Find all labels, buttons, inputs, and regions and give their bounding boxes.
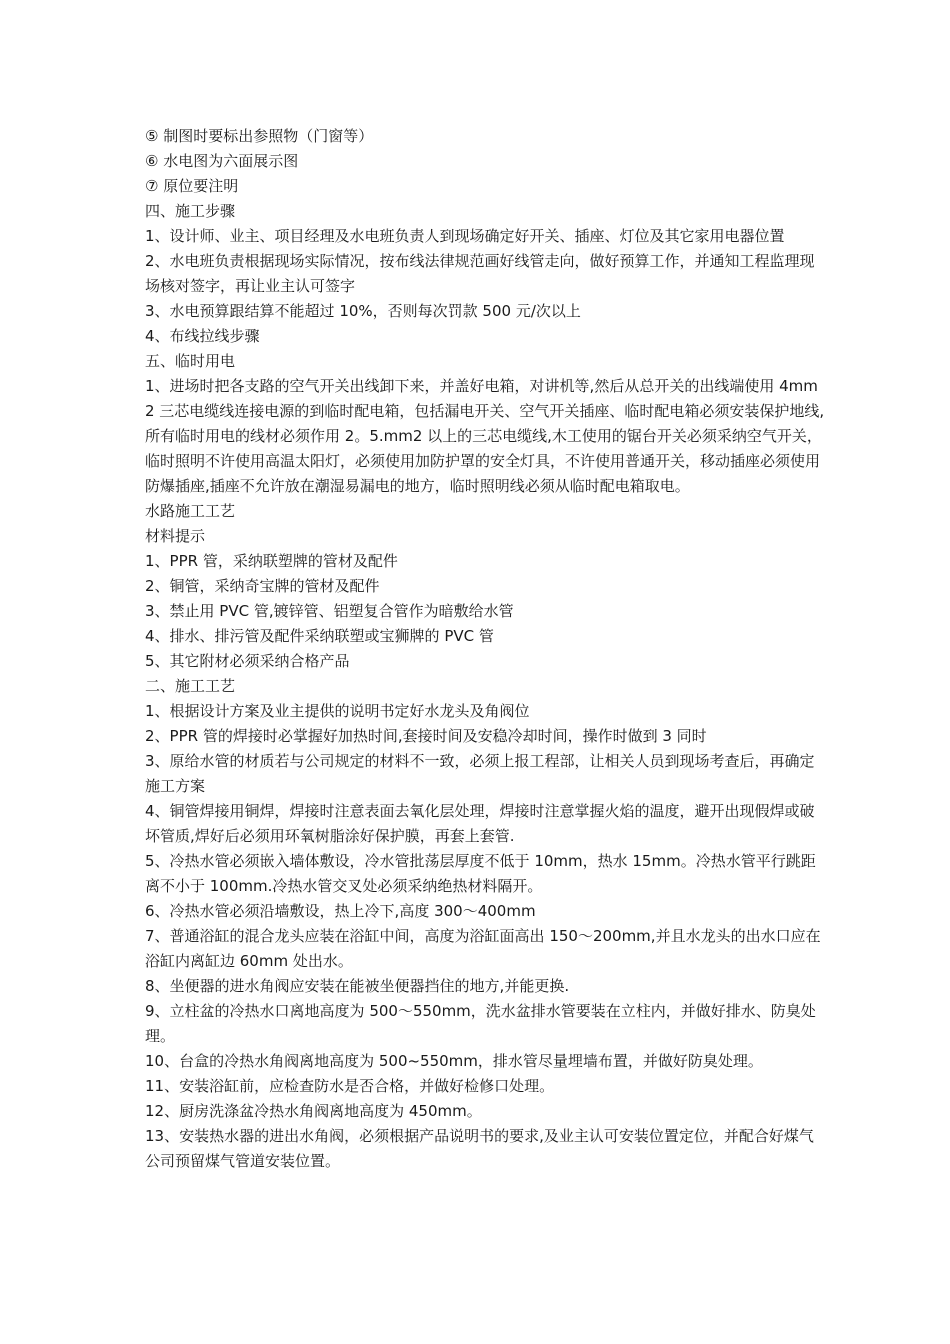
material-item-1: 1、PPR 管，采纳联塑牌的管材及配件 — [145, 552, 398, 570]
process-item-12: 12、厨房洗涤盆冷热水角阀离地高度为 450mm。 — [145, 1102, 482, 1120]
subheading-process: 二、施工工艺 — [145, 677, 236, 695]
subheading-materials: 材料提示 — [145, 527, 206, 545]
process-item-9: 9、立柱盆的冷热水口离地高度为 500～550mm，洗水盆排水管要装在立柱内，并做好排水、防臭处理。 — [145, 1002, 816, 1045]
section-heading-temporary-power: 五、临时用电 — [145, 352, 236, 370]
material-item-5: 5、其它附材必须采纳合格产品 — [145, 652, 350, 670]
step-item-1: 1、设计师、业主、项目经理及水电班负责人到现场确定好开关、插座、灯位及其它家用电器位置 — [145, 227, 785, 245]
process-item-6: 6、冷热水管必须沿墙敷设，热上冷下,高度 300～400mm — [145, 902, 536, 920]
list-item-note-5: ⑤ 制图时要标出参照物（门窗等） — [145, 127, 374, 145]
process-item-1: 1、根据设计方案及业主提供的说明书定好水龙头及角阀位 — [145, 702, 530, 720]
process-item-8: 8、坐便器的进水角阀应安装在能被坐便器挡住的地方,并能更换. — [145, 977, 570, 995]
material-item-4: 4、排水、排污管及配件采纳联塑或宝狮牌的 PVC 管 — [145, 627, 494, 645]
process-item-2: 2、PPR 管的焊接时必掌握好加热时间,套接时间及安稳冷却时间，操作时做到 3 同时 — [145, 727, 707, 745]
process-item-11: 11、安装浴缸前，应检查防水是否合格，并做好检修口处理。 — [145, 1077, 555, 1095]
temporary-power-paragraph: 1、进场时把各支路的空气开关出线卸下来，并盖好电箱，对讲机等,然后从总开关的出线端使用 4mm2 三芯电缆线连接电源的到临时配电箱，包括漏电开关、空气开关插座、临时配电箱必须安装保护地线,所有临时用电的线材必须作用 2。5.mm2 以上的三芯电缆线,木工使用的锯台开关必须采纳空气开关，临时照明不许使用高温太阳灯，必须使用加防护罩的安全灯具，不许使用普通开关，移动插座必须使用防爆插座,插座不允许放在潮湿易漏电的地方，临时照明线必须从临时配电箱取电。 — [145, 377, 825, 495]
step-item-2: 2、水电班负责根据现场实际情况，按布线法律规范画好线管走向，做好预算工作，并通知工程监理现场核对签字，再让业主认可签字 — [145, 252, 815, 295]
material-item-3: 3、禁止用 PVC 管,镀锌管、铝塑复合管作为暗敷给水管 — [145, 602, 514, 620]
process-item-10: 10、台盒的冷热水角阀离地高度为 500~550mm，排水管尽量埋墙布置，并做好防臭处理。 — [145, 1052, 763, 1070]
section-heading-construction-steps: 四、施工步骤 — [145, 202, 236, 220]
list-item-note-7: ⑦ 原位要注明 — [145, 177, 239, 195]
document-body — [145, 124, 825, 1174]
list-item-note-6: ⑥ 水电图为六面展示图 — [145, 152, 299, 170]
process-item-13: 13、安装热水器的进出水角阀，必须根据产品说明书的要求,及业主认可安装位置定位，并配合好煤气公司预留煤气管道安装位置。 — [145, 1127, 814, 1170]
step-item-3: 3、水电预算跟结算不能超过 10%，否则每次罚款 500 元/次以上 — [145, 302, 581, 320]
process-item-5: 5、冷热水管必须嵌入墙体敷设，冷水管批荡层厚度不低于 10mm，热水 15mm。冷热水管平行跳距离不小于 100mm.冷热水管交叉处必须采纳绝热材料隔开。 — [145, 852, 816, 895]
section-heading-plumbing: 水路施工工艺 — [145, 502, 236, 520]
process-item-4: 4、铜管焊接用铜焊，焊接时注意表面去氧化层处理，焊接时注意掌握火焰的温度，避开出现假焊或破坏管质,焊好后必须用环氧树脂涂好保护膜，再套上套管. — [145, 802, 815, 845]
process-item-7: 7、普通浴缸的混合龙头应装在浴缸中间，高度为浴缸面高出 150～200mm,并且水龙头的出水口应在浴缸内离缸边 60mm 处出水。 — [145, 927, 821, 970]
process-item-3: 3、原给水管的材质若与公司规定的材料不一致，必须上报工程部，让相关人员到现场考查后，再确定施工方案 — [145, 752, 815, 795]
step-item-4: 4、布线拉线步骤 — [145, 327, 260, 345]
material-item-2: 2、铜管，采纳奇宝牌的管材及配件 — [145, 577, 380, 595]
